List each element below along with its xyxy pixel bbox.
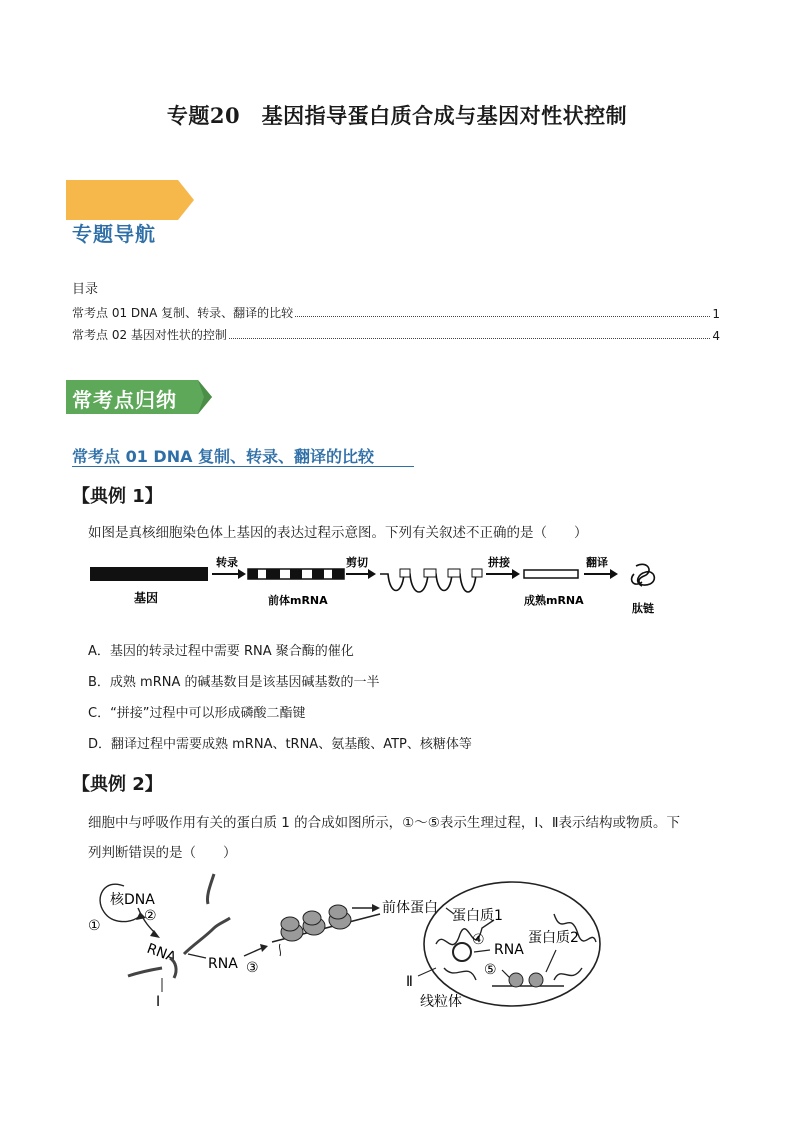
- peptide-label: 肽链: [632, 602, 654, 615]
- example2-heading: 【典例 2】: [72, 774, 163, 795]
- protein2-label: 蛋白质2: [528, 930, 579, 946]
- option-c: C．“拼接”过程中可以形成磷酸二酯键: [88, 706, 306, 721]
- gene-label: 基因: [134, 591, 159, 605]
- toc-heading: 目录: [72, 282, 99, 297]
- mitochondrion-label: 线粒体: [420, 994, 462, 1010]
- example1-heading: 【典例 1】: [72, 486, 163, 507]
- section-heading: 常考点 01 DNA 复制、转录、翻译的比较: [72, 447, 375, 466]
- ribosome-1: [281, 917, 303, 941]
- example1-question: 如图是真核细胞染色体上基因的表达过程示意图。下列有关叙述不正确的是（ ）: [88, 525, 588, 541]
- toc-leader: [229, 338, 710, 339]
- option-b: B．成熟 mRNA 的碱基数目是该基因碱基数的一半: [88, 675, 380, 690]
- protein-synthesis-diagram: [84, 868, 624, 1014]
- pre-mrna-label: 前体mRNA: [268, 594, 328, 607]
- step5-label: ⑤: [484, 962, 497, 978]
- rna-label-b: RNA: [208, 956, 238, 972]
- ribosome-3: [329, 905, 351, 929]
- nuclear-envelope-bottom: [128, 968, 162, 976]
- ribosome-2: [303, 911, 325, 935]
- splice-label: 拼接: [488, 556, 510, 569]
- step1-label: ①: [88, 918, 101, 934]
- toc-item-page: 4: [712, 329, 720, 343]
- rna-label-c: RNA: [494, 942, 524, 958]
- toc-item-label: 常考点 01 DNA 复制、转录、翻译的比较: [72, 306, 294, 320]
- toc-item-1[interactable]: [72, 304, 720, 321]
- nuclear-dna-label: 核DNA: [110, 892, 155, 908]
- peptide-tangle: [632, 564, 655, 586]
- translation-label: 翻译: [586, 556, 608, 569]
- example2-question-line1: 细胞中与呼吸作用有关的蛋白质 1 的合成如图所示，①～⑤表示生理过程，Ⅰ、Ⅱ表示结构或物质。下: [88, 815, 681, 831]
- option-a: A．基因的转录过程中需要 RNA 聚合酶的催化: [88, 644, 354, 659]
- step3-label: ③: [246, 960, 259, 976]
- nuclear-envelope-mid: [184, 918, 230, 954]
- page-title: 专题20 基因指导蛋白质合成与基因对性状控制: [166, 103, 628, 128]
- mature-mrna-bar: [524, 570, 578, 578]
- step2-label: ②: [144, 908, 157, 924]
- rna-label-a: RNA: [144, 940, 179, 966]
- toc-item-2[interactable]: [72, 326, 720, 343]
- precursor-label: 前体蛋白: [382, 900, 438, 916]
- section-underline: [72, 466, 414, 467]
- structure2-label: Ⅱ: [406, 974, 413, 990]
- nav-banner-label: 专题导航: [72, 222, 156, 246]
- summary-banner-label: 常考点归纳: [72, 388, 177, 412]
- nuclear-envelope-top: [207, 874, 214, 904]
- toc-leader: [295, 316, 710, 317]
- mito-dna-circle: [453, 943, 471, 961]
- example2-question-line2: 列判断错误的是（ ）: [88, 845, 237, 861]
- cut-label: 剪切: [346, 556, 368, 569]
- nav-banner-shape: [66, 180, 194, 220]
- gene-bar: [90, 567, 208, 581]
- step4-label: ④: [472, 932, 485, 948]
- structure1-label: Ⅰ: [156, 994, 161, 1010]
- mature-mrna-label: 成熟mRNA: [524, 594, 584, 607]
- transcription-label: 转录: [216, 556, 238, 569]
- gene-expression-diagram: [88, 552, 668, 624]
- toc-item-label: 常考点 02 基因对性状的控制: [72, 328, 227, 342]
- protein1-label: 蛋白质1: [452, 908, 503, 924]
- toc-item-page: 1: [712, 307, 720, 321]
- option-d: D．翻译过程中需要成熟 mRNA、tRNA、氨基酸、ATP、核糖体等: [88, 737, 472, 752]
